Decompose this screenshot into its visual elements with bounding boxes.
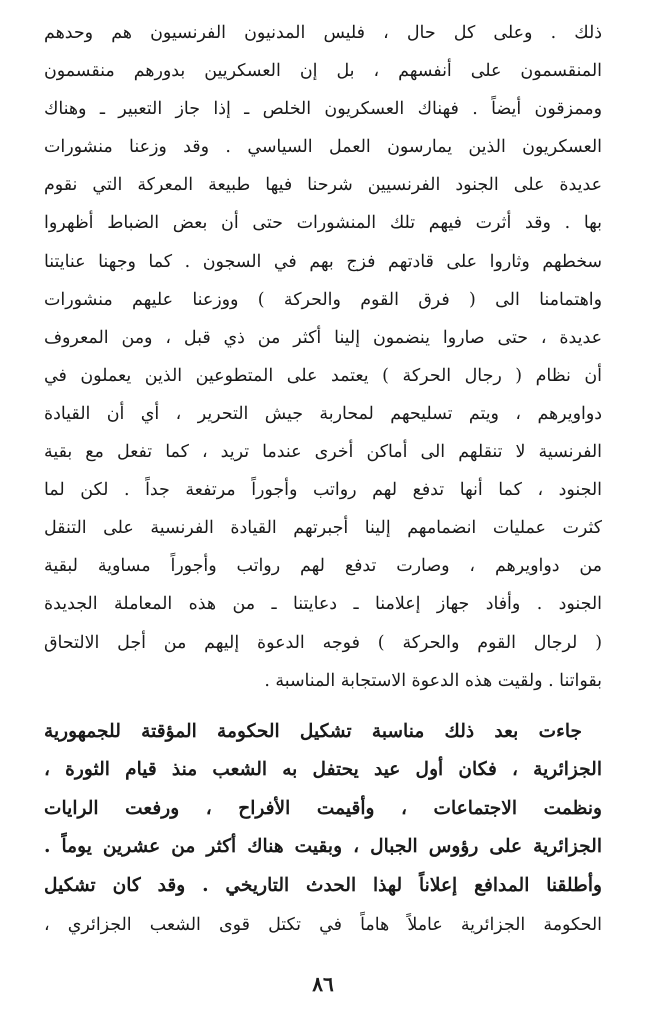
text-line: بقواتنا . ولقيت هذه الدعوة الاستجابة المناسبة . bbox=[264, 670, 602, 691]
text-line: الجنود ، كما أنها تدفع لهم رواتب وأجوراً مرتفعة جداً . لكن لما bbox=[44, 480, 602, 501]
text-line: من دواويرهم ، وصارت تدفع لهم رواتب وأجوراً مساوية لبقية bbox=[44, 556, 602, 577]
text-line: كثرت عمليات انضمامهم إلينا أجبرتهم القيادة الفرنسية على التنقل bbox=[44, 518, 602, 539]
text-line: الفرنسية لا تنقلهم الى أماكن أخرى عندما تريد ، كما تفعل مع بقية bbox=[44, 442, 602, 463]
text-line: واهتمامنا الى ( فرق القوم والحركة ) ووزعنا عليهم منشورات bbox=[44, 289, 602, 310]
text-line: ( لرجال القوم والحركة ) فوجه الدعوة إليهم من أجل الالتحاق bbox=[44, 632, 602, 653]
paragraph-2 bbox=[44, 713, 602, 945]
text-line: الجنود . وأفاد جهاز إعلامنا ـ دعايتنا ـ من هذه المعاملة الجديدة bbox=[44, 594, 602, 615]
paragraph-spacing bbox=[44, 700, 602, 713]
text-line: عديدة على الجنود الفرنسيين شرحنا فيها طبيعة المعركة التي نقوم bbox=[44, 175, 602, 196]
book-page bbox=[44, 14, 602, 944]
text-line: وأطلقنا المدافع إعلاناً لهذا الحدث التاريخي . وقد كان تشكيل bbox=[44, 875, 602, 897]
text-line: الحكومة الجزائرية عاملاً هاماً في تكتل قوى الشعب الجزائري ، bbox=[44, 914, 602, 935]
text-line: المنقسمون على أنفسهم ، بل إن العسكريين بدورهم منقسمون bbox=[44, 61, 602, 82]
text-line: سخطهم وثاروا على قادتهم فزج بهم في السجون . كما وجهنا عنايتنا bbox=[44, 251, 602, 272]
text-line: دواويرهم ، ويتم تسليحهم لمحاربة جيش التحرير ، أي أن القيادة bbox=[44, 403, 602, 424]
text-line: جاءت بعد ذلك مناسبة تشكيل الحكومة المؤقتة للجمهورية bbox=[44, 720, 582, 742]
text-line: الجزائرية ، فكان أول عيد يحتفل به الشعب منذ قيام الثورة ، bbox=[44, 759, 602, 781]
page-number: ٨٦ bbox=[312, 972, 334, 996]
text-line: عديدة ، حتى صاروا ينضمون إلينا أكثر من ذي قبل ، ومن المعروف bbox=[44, 327, 602, 348]
text-line: الجزائرية على رؤوس الجبال ، وبقيت هناك أكثر من عشرين يوماً . bbox=[44, 836, 602, 858]
text-line: ونظمت الاجتماعات ، وأقيمت الأفراح ، ورفعت الرايات bbox=[44, 797, 602, 819]
text-line: بها . وقد أثرت فيهم تلك المنشورات حتى أن بعض الضباط أظهروا bbox=[44, 213, 602, 234]
text-line: العسكريون الذين يمارسون العمل السياسي . وقد وزعنا منشورات bbox=[44, 137, 602, 158]
text-line: ذلك . وعلى كل حال ، فليس المدنيون الفرنسيون هم وحدهم bbox=[44, 23, 602, 43]
paragraph-1 bbox=[44, 14, 602, 700]
text-line: أن نظام ( رجال الحركة ) يعتمد على المتطوعين الذين يعملون في bbox=[44, 365, 602, 386]
text-line: وممزقون أيضاً . فهناك العسكريون الخلص ـ إذا جاز التعبير ـ وهناك bbox=[44, 99, 602, 120]
